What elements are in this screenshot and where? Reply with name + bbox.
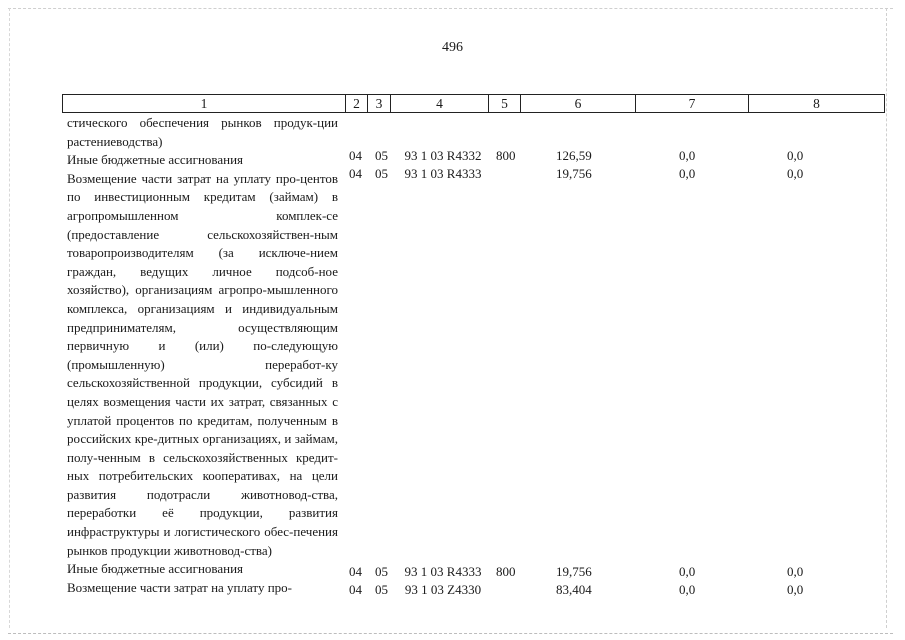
row-text-continuation: стического обеспечения рынков продук-ции растениеводства) [67,115,338,149]
column-header-3: 3 [368,95,391,113]
cell-amount-col6: 126,59 [556,148,592,163]
column-header-1: 1 [63,95,346,113]
cell-amount-col8: 0,0 [787,148,804,163]
column-header-7: 7 [636,95,749,113]
cell-target-article: 93 1 03 Z4330 [404,582,482,597]
cell-expense-type: 800 [496,564,516,579]
cell-amount-col7: 0,0 [679,148,696,163]
cell-section: 04 [349,582,362,597]
cell-subsection: 05 [375,166,388,181]
column-header-4: 4 [391,95,489,113]
cell-subsection: 05 [375,564,388,579]
cell-section: 04 [349,564,362,579]
column-1-text [67,114,338,597]
row-text-compensation-interest: Возмещение части затрат на уплату про-центов по инвестиционным кредитам (займам) в агропромышленном комплек-се (предоставление сельскохозяйствен-ным товаропроизводителям (за исключе-нием граждан, ведущих личное подсоб-ное хозяйство), организациям агропро-мышленного комплекса, организациям и индивидуальным предпринимателям, осуществляющим первичную и (или) по-следующую (промышленную) переработ-ку сельскохозяйственной продукции, субсидий в целях возмещения части их затрат, связанных с уплатой процентов по кредитам, полученным в российских кре-дитных организациях, и займам, полу-ченным в сельскохозяйственных кредит-ных потребительских кооперативах, на цели развития подотрасли животновод-ства, переработки её продукции, развития инфраструктуры и логистического обес-печения рынков продукции животновод-ства) [67,170,338,558]
cell-amount-col8: 0,0 [787,582,804,597]
column-header-6: 6 [521,95,636,113]
cell-amount-col7: 0,0 [679,166,696,181]
cell-amount-col8: 0,0 [787,564,804,579]
cell-amount-col6: 19,756 [556,564,592,579]
cell-expense-type: 800 [496,148,516,163]
column-header-2: 2 [346,95,368,113]
cell-subsection: 05 [375,148,388,163]
column-header-table [62,94,885,113]
row-text-compensation-start: Возмещение части затрат на уплату про- [67,579,292,595]
cell-target-article: 93 1 03 R4332 [404,148,482,163]
column-header-row [63,95,885,113]
page-number: 496 [442,40,463,55]
cell-amount-col7: 0,0 [679,564,696,579]
cell-target-article: 93 1 03 R4333 [404,166,482,181]
cell-amount-col7: 0,0 [679,582,696,597]
cell-subsection: 05 [375,582,388,597]
scan-edge-left [9,8,10,628]
row-text-other-allocations-1: Иные бюджетные ассигнования [67,152,244,168]
cell-target-article: 93 1 03 R4333 [404,564,482,579]
cell-amount-col6: 19,756 [556,166,592,181]
cell-section: 04 [349,148,362,163]
cell-section: 04 [349,166,362,181]
cell-amount-col8: 0,0 [787,166,804,181]
row-text-other-allocations-2: Иные бюджетные ассигнования [67,561,244,577]
scan-edge-right [886,8,887,628]
scan-edge-bottom [8,633,893,634]
scan-edge-top [8,8,893,9]
cell-amount-col6: 83,404 [556,582,592,597]
column-header-5: 5 [489,95,521,113]
column-header-8: 8 [749,95,885,113]
